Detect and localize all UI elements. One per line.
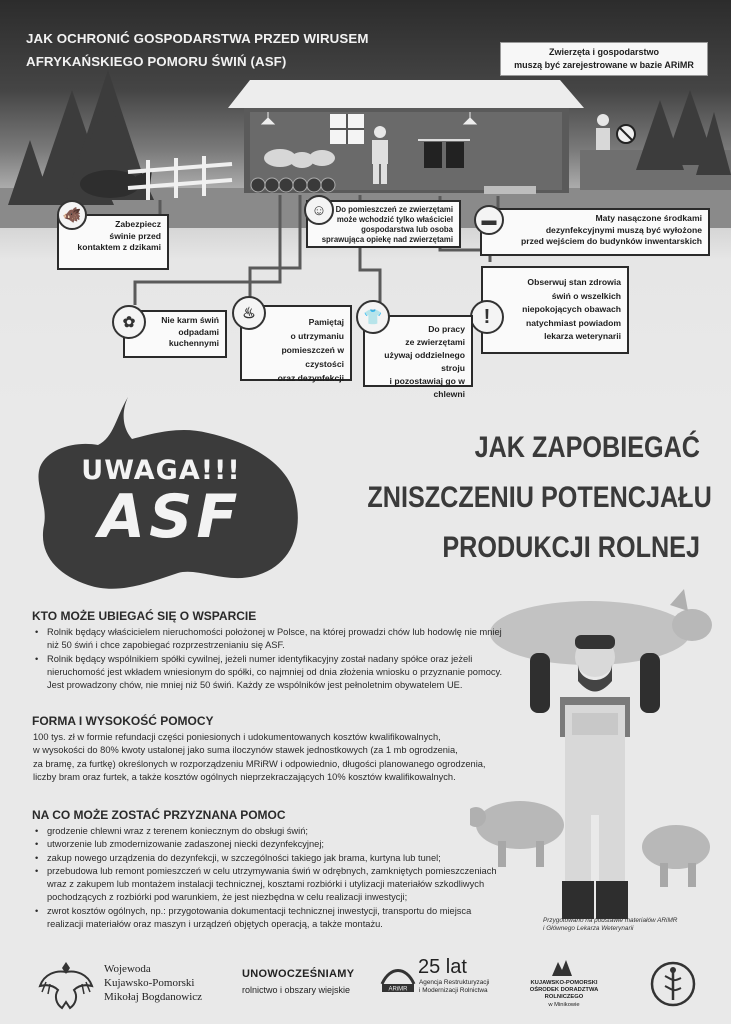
spray-bottle-icon: ♨ [232, 296, 266, 330]
svg-text:ARiMR: ARiMR [388, 986, 408, 992]
list-item: • Rolnik będący wspólnikiem spółki cywilnej, jeżeli numer identyfikacyjny został nadany spółce oraz jeżeli nieruchomość jest wkładem wniesionym do spółki, co najmniej od dnia złożenia wniosku o przyznanie pomocy. Jest prowadzony chów, nie mniej niż 50 świń. Każdy ze wspólników jest pełnoletnim obywatelem UE. [33, 653, 503, 693]
boar-icon: 🐗 [57, 200, 87, 230]
list-item: • Rolnik będący właścicielem nieruchomości położonej w Polsce, na której prowadzi chów lub hodowlę nie mniej niż 50 świń i chce zapobiegać rozprzestrzenianiu się ASF. [33, 626, 503, 653]
registration-note: Zwierzęta i gospodarstwo muszą być zarejestrowane w bazie ARiMR [500, 42, 708, 76]
section-title-eligibility: KTO MOŻE UBIEGAĆ SIĘ O WSPARCIE [32, 609, 257, 623]
list-item: • utworzenie lub zmodernizowanie zadaszonej niecki dezynfekcyjnej; [33, 838, 498, 851]
odr-logo-icon [550, 958, 574, 978]
farmer-icon: ☺ [304, 195, 334, 225]
main-headline: JAK ZAPOBIEGAĆ ZNISZCZENIU POTENCJAŁU PRODUKCJI ROLNEJ [367, 431, 712, 564]
list-item: • zakup nowego urządzenia do dezynfekcji, w szczególności takiego jak brama, kurtyna lub tunel; [33, 852, 498, 865]
unowoczesniamy-subtitle: rolnictwo i obszary wiejskie [242, 985, 351, 995]
food-waste-icon: ✿ [112, 305, 146, 339]
arimr-logo-icon [380, 962, 416, 992]
asf-label: ASF [98, 482, 242, 552]
eagle-emblem-icon [36, 956, 96, 1014]
eligibility-list [33, 626, 503, 692]
info-box-access: Do pomieszczeń ze zwierzętami może wchodzić tylko właściciel gospodarstwa lub osoba sprawująca opiekę nad zwierzętami [306, 200, 461, 248]
odr-label: KUJAWSKO-POMORSKI OŚRODEK DORADZTWA ROLNICZEGO w Minikowie [529, 980, 599, 1008]
form-amount-text: 100 tys. zł w formie refundacji części poniesionych i udokumentowanych kosztów kwalifikowalnych, w wysokości do 80% kwoty ustalonej jako suma iloczynów stawek jednostkowych (za 1 mb ogrodzenia, za bramę, za furtkę) określonych w rozporządzeniu MRiRW i odpowiednio, długości planowanego ogrodzenia, liczby bram oraz furtek, a także kosztów ogólnych nieprzekraczających 10% kosztów kwalifikowalnych. [33, 732, 486, 782]
info-box-wild-boar: Zabezpiecz świnie przed kontaktem z dzikami [57, 214, 169, 270]
disinfection-mat-icon: ▬ [474, 205, 504, 235]
list-item: • przebudowa lub remont pomieszczeń w celu utrzymywania świń w odrębnych, zamkniętych pomieszczeniach wraz z zakupem lub montażem instalacji technicznej, kosztami rozbiórki i utylizacji materiałów szkodliwych pochodzących z rozbiórki pod warunkiem, że jest niezbędna w celu realizacji inwestycji; [33, 865, 498, 905]
info-box-health-monitoring: Obserwuj stan zdrowia świń o wszelkich niepokojących obawach natychmiast powiadom lekarza weterynarii [481, 266, 629, 354]
unowoczesniamy-label: UNOWOCZEŚNIAMY [242, 968, 355, 980]
work-clothes-icon: 👕 [356, 300, 390, 334]
section-title-eligible-costs: NA CO MOŻE ZOSTAĆ PRZYZNANA POMOC [32, 808, 286, 822]
uwaga-label: UWAGA!!! [81, 455, 241, 486]
list-item: • zwrot kosztów ogólnych, np.: przygotowania dokumentacji technicznej inwestycji, transportu do miejsca realizacji materiałów oraz maszyn i urządzeń objętych operacją, a także montażu. [33, 905, 498, 932]
footer-logos [0, 950, 731, 1024]
source-note: Przygotowano na podstawie materiałów ARiMR i Głównego Lekarza Weterynarii [543, 917, 678, 932]
wojewoda-label: Wojewoda Kujawsko-Pomorski Mikołaj Bogdanowicz [104, 963, 203, 1003]
eligible-costs-list [33, 825, 498, 931]
info-box-no-kitchen-waste: Nie karm świń odpadami kuchennymi [123, 310, 227, 358]
infographic-section [0, 0, 731, 410]
list-item: • grodzenie chlewni wraz z terenem koniecznym do obsługi świń; [33, 825, 498, 838]
arimr-name: Agencja Restrukturyzacji i Modernizacji Rolnictwa [419, 979, 490, 994]
infographic-title: JAK OCHRONIĆ GOSPODARSTWA PRZED WIRUSEM AFRYKAŃSKIEGO POMORU ŚWIŃ (ASF) [26, 31, 369, 69]
veterinary-emblem-icon [649, 960, 697, 1008]
arimr-years: 25 lat [418, 956, 467, 978]
section-title-form-amount: FORMA I WYSOKOŚĆ POMOCY [32, 714, 214, 728]
info-box-work-clothes: Do pracy ze zwierzętami używaj oddzielnego stroju i pozostawiaj go w chlewni [363, 315, 473, 387]
exclamation-icon: ! [470, 300, 504, 334]
info-box-cleanliness: Pamiętaj o utrzymaniu pomieszczeń w czystości oraz dezynfekcji [240, 305, 352, 381]
info-box-disinfection-mats: Maty nasączone środkami dezynfekcyjnymi muszą być wyłożone przed wejściem do budynków inwentarskich [480, 208, 710, 256]
